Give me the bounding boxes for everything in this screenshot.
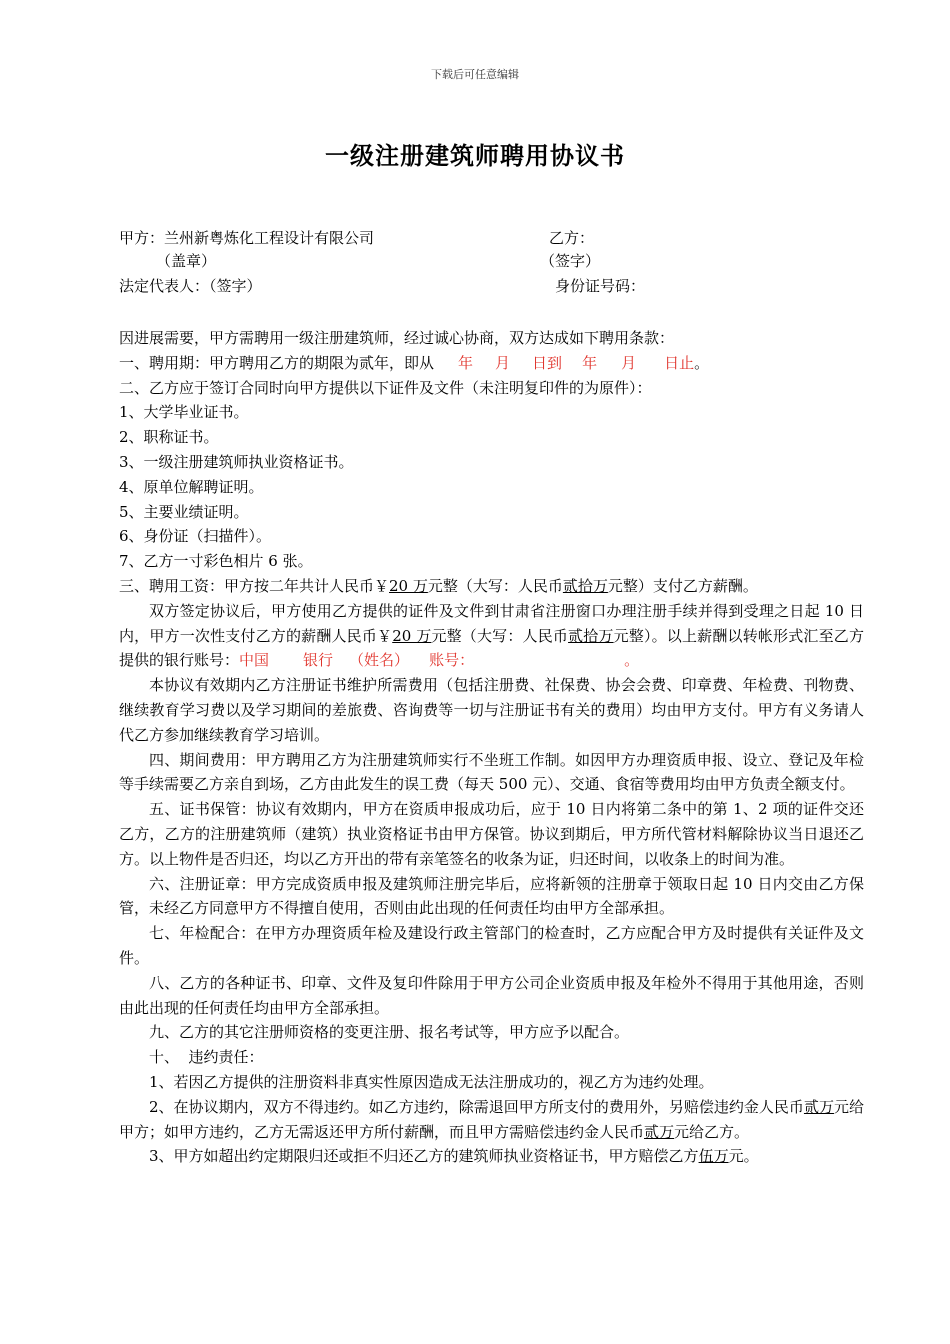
payment-end: 。 <box>624 651 640 670</box>
document-item-7: 7、乙方一寸彩色相片 6 张。 <box>119 552 313 571</box>
breach-penalty-b: 贰万 <box>803 1097 834 1116</box>
clause-7-annual-inspection: 七、年检配合：在甲方办理资质年检及建设行政主管部门的检查时，乙方应配合甲方及时提供有关证件及文件。 <box>119 924 864 967</box>
payment-text-b: 元整（大写：人民币 <box>431 626 569 645</box>
legal-representative: 法定代表人：（签字） <box>119 277 262 295</box>
header-note: 下载后可任意编辑 <box>431 68 519 81</box>
document-item-3: 3、一级注册建筑师执业资格证书。 <box>119 452 354 471</box>
term-month-2: 月 <box>621 353 637 372</box>
breach-item-3 <box>119 1144 864 1169</box>
payment-amount: 20 万 <box>392 626 432 645</box>
document-item-6: 6、身份证（扫描件）。 <box>119 527 272 546</box>
salary-amount-capital: 贰拾万 <box>562 576 608 595</box>
agreement-body <box>119 326 864 1169</box>
bank-name: 中国 <box>239 651 270 670</box>
document-item-1: 1、大学毕业证书。 <box>119 403 249 422</box>
clause-8-usage-restriction: 八、乙方的各种证书、印章、文件及复印件除用于甲方公司企业资质申报及年检外不得用于其他用途，否则由此出现的任何责任均由甲方全部承担。 <box>119 973 864 1017</box>
document-item-4: 4、原单位解聘证明。 <box>119 477 264 496</box>
party-a: 甲方：兰州新粤炼化工程设计有限公司 <box>119 229 375 247</box>
clause-5-certificate-custody: 五、证书保管：协议有效期内，甲方在资质申报成功后，应于 10 日内将第二条中的第 1、2 项的证件交还乙方，乙方的注册建筑师（建筑）执业资格证书由甲方保管。协议到期后，甲方所代管材料解除协议当日退还乙方。以上物件是否归还，均以乙方开出的带有亲笔签名的收条为证，归还时间，以收条上的时间为准。 <box>119 800 864 868</box>
breach-item-1: 1、若因乙方提供的注册资料非真实性原因造成无法注册成功的，视乙方为违约处理。 <box>149 1072 714 1091</box>
breach-2-text-b: 元给甲方；如甲方违约，乙方无需返还甲方所付薪酬，而且甲方需赔偿违约金人民币 <box>119 1097 864 1141</box>
payment-text-c: 元整）。以上薪酬以转帐形式汇至乙方提供的银行账号： <box>119 626 864 670</box>
breach-item-2 <box>119 1095 864 1145</box>
party-a-seal: （盖章） <box>156 252 217 270</box>
breach-penalty-certificate: 伍万 <box>698 1147 729 1166</box>
clause-10-heading: 十、 违约责任： <box>149 1048 264 1067</box>
breach-3-text-a: 3、甲方如超出约定期限归还或拒不归还乙方的建筑师执业资格证书，甲方赔偿乙方 <box>149 1147 699 1166</box>
clause-6-registration-seal: 六、注册证章：甲方完成资质申报及建筑师注册完毕后，应将新领的注册章于领取日起 10 日内交由乙方保管，未经乙方同意甲方不得擅自使用，否则由此出现的任何责任均由甲方全部承担。 <box>119 874 864 918</box>
term-prefix: 一、聘用期：甲方聘用乙方的期限为贰年，即从 <box>119 353 435 372</box>
intro-paragraph: 因进展需要，甲方需聘用一级注册建筑师，经过诚心协商，双方达成如下聘用条款： <box>119 329 675 347</box>
document-item-5: 5、主要业绩证明。 <box>119 502 249 521</box>
breach-2-text-a: 2、在协议期内，双方不得违约。如乙方违约，除需退回甲方所支付的费用外，另赔偿违约金人民币 <box>149 1097 804 1116</box>
salary-text-a: 三、聘用工资：甲方按二年共计人民币￥ <box>119 576 390 595</box>
salary-payment-paragraph <box>119 599 864 673</box>
account-number-label: 账号： <box>429 651 475 670</box>
account-holder-name: （姓名） <box>349 651 410 670</box>
clause-1-term <box>119 351 864 376</box>
breach-3-text-b: 元。 <box>728 1147 759 1166</box>
term-end: 。 <box>694 353 710 372</box>
term-year-2: 年 <box>582 353 598 372</box>
clause-2-documents: 二、乙方应于签订合同时向甲方提供以下证件及文件（未注明复印件的为原件）： <box>119 378 652 397</box>
document-title: 一级注册建筑师聘用协议书 <box>325 141 625 170</box>
salary-amount: 20 万 <box>389 576 428 595</box>
term-year-1: 年 <box>458 353 474 372</box>
id-number-label: 身份证号码： <box>555 277 646 295</box>
salary-text-c: 元整）支付乙方薪酬。 <box>607 576 758 595</box>
clause-4-expenses: 四、期间费用：甲方聘用乙方为注册建筑师实行不坐班工作制。如因甲方办理资质申报、设立、登记及年检等手续需要乙方亲自到场，乙方由此发生的误工费（每天 500 元）、交通、食宿等费用均由甲方负责全额支付。 <box>119 750 864 794</box>
clause-9-other-registrations: 九、乙方的其它注册师资格的变更注册、报名考试等，甲方应予以配合。 <box>149 1023 630 1042</box>
term-day-2: 日止 <box>664 353 695 372</box>
document-item-2: 2、职称证书。 <box>119 428 219 447</box>
salary-text-b: 元整（大写：人民币 <box>427 576 563 595</box>
breach-2-text-c: 元给乙方。 <box>674 1122 750 1141</box>
term-month-1: 月 <box>495 353 511 372</box>
term-day-1: 日到 <box>532 353 563 372</box>
payment-amount-capital: 贰拾万 <box>568 626 614 645</box>
bank-label: 银行 <box>303 651 334 670</box>
clause-3-salary <box>119 574 864 599</box>
breach-penalty-a: 贰万 <box>644 1122 675 1141</box>
party-b-sign: （签字） <box>540 252 601 270</box>
party-b: 乙方： <box>549 229 595 247</box>
maintenance-fees-paragraph: 本协议有效期内乙方注册证书维护所需费用（包括注册费、社保费、协会会费、印章费、年检费、刊物费、继续教育学习费以及学习期间的差旅费、咨询费等一切与注册证书有关的费用）均由甲方支付。甲方有义务请人代乙方参加继续教育学习培训。 <box>119 676 864 744</box>
payment-text-a: 双方签定协议后，甲方使用乙方提供的证件及文件到甘肃省注册窗口办理注册手续并得到受理之日起 10 日内，甲方一次性支付乙方的薪酬人民币￥ <box>119 601 864 645</box>
